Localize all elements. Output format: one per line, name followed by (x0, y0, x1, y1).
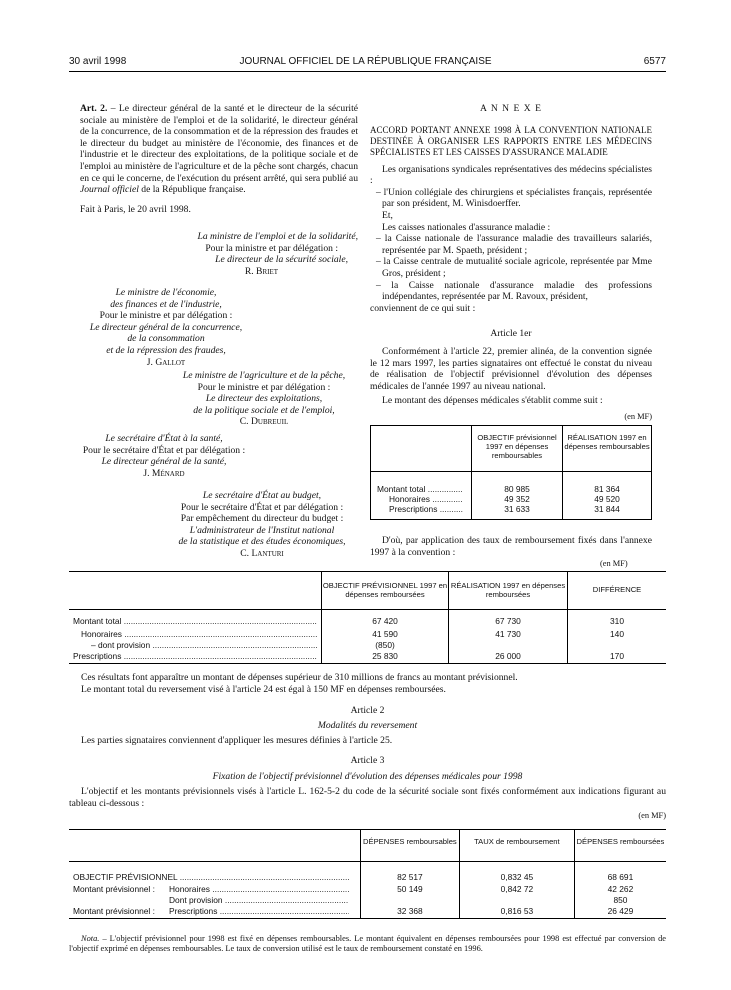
row-label: Prescriptions ..... (389, 504, 463, 514)
cell-value: 31 844 (563, 504, 652, 520)
table-row (371, 504, 652, 520)
row-sublabel: Dont provision ..... (169, 895, 349, 905)
row-label (69, 895, 169, 906)
sig5-line: Par empêchement du directeur du budget : (180, 513, 344, 525)
list-item: – la Caisse nationale de l'assurance maladie des travailleurs salariés, représentée par M. Spaeth, président ; (376, 233, 652, 256)
article-1-paragraph: Conformément à l'article 22, premier alinéa, de la convention signée le 12 mars 1997, les parties signataires ont effectué le constat du niveau de réalisation de l'objectif prévisionnel d'évolution des dépenses médicales de l'année 1997 au niveau national. (370, 345, 652, 392)
cell-value: 67 420 (322, 616, 449, 629)
nota-label: Nota. (81, 934, 100, 943)
row-label: OBJECTIF PRÉVISIONNEL ..... (73, 872, 349, 882)
row-sublabel: Honoraires ..... (169, 884, 349, 894)
para-organisations: Les organisations syndicales représentatives des médecins spécialistes : (370, 163, 652, 187)
cell-value: 82 517 (360, 872, 459, 884)
cell-value: 25 830 (322, 651, 449, 664)
row-sublabel: Prescriptions ..... (169, 906, 349, 916)
cell-value (459, 895, 574, 906)
signature-block-2 (66, 287, 266, 368)
t1-header-realisation: RÉALISATION 1997 en dépenses remboursables (564, 433, 650, 451)
t3-header-depenses-remboursees: DÉPENSES remboursées (576, 837, 665, 846)
para-et: Et, (382, 209, 393, 221)
sig5-line: Le secrétaire d'État au budget, (202, 490, 322, 501)
sig3-line: Pour le ministre et par délégation : (197, 381, 331, 393)
sig1-line: La ministre de l'emploi et de la solidarité, (197, 231, 358, 242)
list-item: – l'Union collégiale des chirurgiens et spécialistes français, représentée par son président, M. Winisdoerffer. (376, 186, 652, 210)
article-2-end: de la République française. (138, 184, 246, 196)
cell-value: 26 429 (574, 906, 666, 919)
cell-value: 41 730 (449, 629, 568, 640)
article-2-label: Art. 2. (80, 103, 108, 114)
unit-label-2: (en MF) (600, 559, 628, 568)
list-item: – la Caisse centrale de mutualité sociale agricole, représentée par Mme Gros, président ; (376, 256, 652, 279)
table-row (69, 629, 666, 640)
header-rule (69, 71, 666, 72)
cell-value: 67 730 (449, 616, 568, 629)
table-row (69, 616, 666, 629)
signature-block-5 (164, 490, 360, 560)
sig5-line: Pour le secrétaire d'État et par délégation : (180, 501, 344, 513)
sig2-line: Le directeur général de la concurrence, (89, 321, 243, 333)
sig5-line: de la statistique et des études économiques, (178, 536, 346, 548)
table-reversement (69, 571, 666, 664)
signature-block-1 (170, 231, 358, 277)
cell-value: 310 (568, 616, 667, 629)
sig2-line: de la consommation (127, 333, 205, 345)
sig5-line: L'administrateur de l'Institut national (189, 524, 335, 536)
sig1-line: Pour la ministre et par délégation : (205, 242, 338, 254)
header-journal-title: JOURNAL OFFICIEL DE LA RÉPUBLIQUE FRANÇAISE (239, 56, 492, 67)
accord-title: ACCORD PORTANT ANNEXE 1998 À LA CONVENTION NATIONALE DESTINÉE À ORGANISER LES RAPPORTS ENTRE LES MÉDECINS SPÉCIALISTES ET LES CAISSES D'ASSURANCE MALADIE (370, 124, 652, 157)
row-label: Montant total ..... (377, 484, 463, 494)
cell-value: 0,842 72 (459, 884, 574, 895)
cell-value (449, 640, 568, 651)
bottom-section (69, 672, 666, 820)
row-label: Honoraires ..... (389, 494, 463, 504)
cell-value: 41 590 (322, 629, 449, 640)
cell-value: (850) (322, 640, 449, 651)
right-column (370, 103, 652, 422)
cell-value: 850 (574, 895, 666, 906)
sig1-signatory: R. Briet (244, 265, 278, 277)
fait-a-paris: Fait à Paris, le 20 avril 1998. (80, 203, 191, 215)
article-3-body: L'objectif et les montants prévisionnels visés à l'article L. 162-5-2 du code de la sécurité sociale sont fixés conformément aux indications figurant au tableau ci-dessous : (69, 786, 666, 809)
table-objectif-1998 (69, 829, 666, 919)
table-row (69, 884, 666, 895)
cell-value: 42 262 (574, 884, 666, 895)
sig3-line: Le ministre de l'agriculture et de la pêche, (182, 370, 346, 381)
left-column (80, 103, 358, 215)
list-item: – la Caisse nationale d'assurance maladie des professions indépendantes, représentée par M. Ravoux, président, (376, 279, 652, 303)
table-realisation-1997 (370, 425, 652, 520)
table-row (69, 872, 666, 884)
cell-value: 49 520 (563, 494, 652, 504)
cell-value: 26 000 (449, 651, 568, 664)
row-label: Montant total ..... (73, 616, 317, 626)
result-paragraph-2: Le montant total du reversement visé à l'article 24 est égal à 150 MF en dépenses remboursées. (81, 683, 446, 695)
sig4-line: Pour le secrétaire d'État et par délégation : (82, 444, 246, 456)
table-row (69, 895, 666, 906)
table-row (371, 494, 652, 504)
unit-label-3: (en MF) (638, 811, 666, 821)
sig3-line: Le directeur des exploitations, (205, 393, 323, 405)
article-2-heading: Article 2 (350, 705, 385, 717)
cell-value: 0,816 53 (459, 906, 574, 919)
sig1-line: Le directeur de la sécurité sociale, (215, 254, 348, 266)
article-2-body: Les parties signataires conviennent d'appliquer les mesures définies à l'article 25. (81, 735, 393, 747)
table-header-empty (371, 426, 472, 472)
table-row (69, 651, 666, 664)
table-header (472, 426, 563, 472)
cell-value: 32 368 (360, 906, 459, 919)
row-label: Montant prévisionnel : (73, 883, 155, 894)
header-date: 30 avril 1998 (69, 56, 127, 67)
signature-block-4 (64, 433, 264, 479)
article-3-subtitle: Fixation de l'objectif prévisionnel d'évolution des dépenses médicales pour 1998 (212, 770, 523, 782)
article-1-paragraph-3: D'où, par application des taux de remboursement fixés dans l'annexe 1997 à la convention : (370, 535, 652, 558)
sig4-line: Le directeur général de la santé, (101, 456, 227, 468)
header-page-number: 6577 (643, 56, 666, 67)
cell-value: 49 352 (472, 494, 563, 504)
sig2-line: et de la répression des fraudes, (106, 344, 226, 356)
t2-header-difference: DIFFÉRENCE (592, 585, 642, 594)
table-row (69, 640, 666, 651)
table-row (69, 906, 666, 919)
row-label: Honoraires ..... (81, 629, 317, 639)
cell-value: 0,832 45 (459, 872, 574, 884)
unit-label: (en MF) (624, 411, 652, 421)
cell-value: 170 (568, 651, 667, 664)
cell-value: 80 985 (472, 484, 563, 494)
cell-value: 68 691 (574, 872, 666, 884)
t2-header-realisation: RÉALISATION 1997 en dépenses remboursées (450, 581, 566, 599)
cell-value: 81 364 (563, 484, 652, 494)
sig3-line: de la politique sociale et de l'emploi, (193, 404, 335, 416)
t2-header-objectif: OBJECTIF PRÉVISIONNEL 1997 en dépenses remboursées (322, 581, 448, 599)
cell-value (360, 895, 459, 906)
row-label: Prescriptions ..... (73, 651, 317, 661)
row-label: Montant prévisionnel : (73, 905, 155, 916)
article-1-paragraph-2: Le montant des dépenses médicales s'établit comme suit : (382, 395, 603, 407)
sig2-line: des finances et de l'industrie, (110, 298, 222, 310)
t3-header-depenses-remboursables: DÉPENSES remboursables (363, 837, 457, 846)
cell-value: 50 149 (360, 884, 459, 895)
article-2-subtitle: Modalités du reversement (317, 719, 418, 731)
article-2-paragraph (80, 103, 358, 196)
article-1-heading: Article 1er (490, 328, 532, 340)
sig4-line: Le secrétaire d'État à la santé, (105, 433, 223, 444)
table-row (371, 484, 652, 494)
signature-block-3 (168, 370, 360, 428)
article-2-text: – Le directeur général de la santé et le directeur de la sécurité sociale au ministère de l'emploi et de la solidarité, le directeur général de la concurrence, de la consommation et de la répression des fraudes et le directeur du budget au ministère de l'économie, des finances et de l'industrie et le directeur des exploitations, de la politique sociale et de l'emploi au ministère de l'agriculture et de la pêche sont chargés, chacun en ce qui le concerne, de l'exécution du présent arrêté, qui sera publié au (80, 103, 358, 184)
sig4-signatory: J. Ménard (143, 467, 185, 479)
annexe-title: A N N E X E (480, 103, 542, 114)
conviennent: conviennent de ce qui suit : (370, 302, 476, 314)
nota-paragraph (69, 934, 666, 954)
sig2-line: Le ministre de l'économie, (115, 287, 217, 298)
cell-value: 31 633 (472, 504, 563, 520)
t3-header-taux: TAUX de remboursement (474, 837, 560, 846)
sig5-signatory: C. Lanturi (240, 547, 284, 559)
journal-officiel-ref: Journal officiel (80, 184, 139, 196)
row-label: – dont provision ..... (91, 640, 317, 650)
t1-header-objectif: OBJECTIF prévisionnel 1997 en dépenses remboursables (477, 433, 557, 460)
nota-text: – L'objectif prévisionnel pour 1998 est fixé en dépenses remboursables. Le montant équivalent en dépenses remboursées pour 1998 est effectué par conversion de l'objectif exprimé en dépenses remboursables. Le taux de conversion utilisé est le taux de remboursement constaté en 1996. (69, 934, 666, 953)
cell-value (568, 640, 667, 651)
result-paragraph-1: Ces résultats font apparaître un montant de dépenses supérieur de 310 millions de francs au montant prévisionnel. (81, 672, 518, 683)
table-header (563, 426, 652, 472)
sig2-line: Pour le ministre et par délégation : (99, 310, 233, 322)
sig2-signatory: J. Gallot (146, 356, 186, 368)
sig3-signatory: C. Dubreuil (239, 416, 289, 428)
cell-value: 140 (568, 629, 667, 640)
article-3-heading: Article 3 (350, 754, 385, 766)
para-caisses: Les caisses nationales d'assurance maladie : (382, 221, 551, 233)
